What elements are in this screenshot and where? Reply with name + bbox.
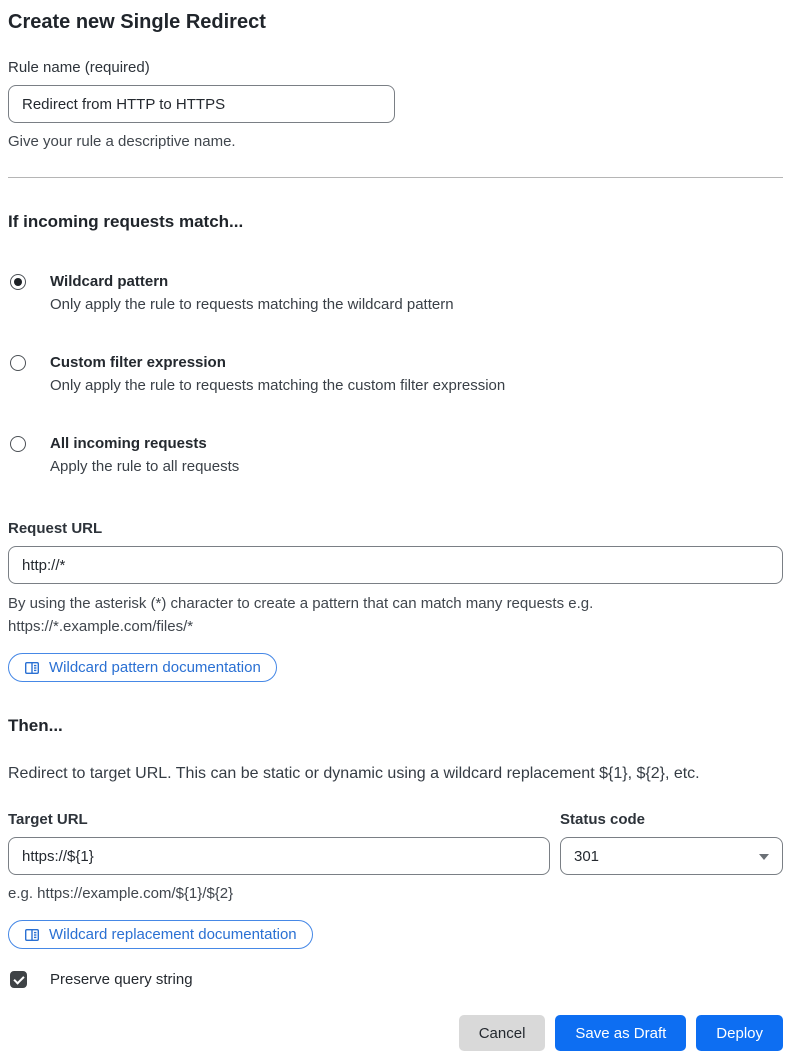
cancel-button[interactable]: Cancel — [459, 1015, 546, 1051]
wildcard-replacement-doc-button[interactable] — [8, 920, 313, 949]
section-divider — [8, 177, 783, 178]
all-requests-label[interactable]: All incoming requests — [50, 435, 207, 452]
request-url-input[interactable] — [8, 546, 783, 584]
rule-name-label: Rule name (required) — [8, 59, 150, 76]
wildcard-pattern-label[interactable]: Wildcard pattern — [50, 273, 169, 290]
target-url-label: Target URL — [8, 811, 88, 828]
request-url-helper — [8, 592, 783, 638]
wildcard-pattern-description: Only apply the rule to requests matching the wildcard pattern — [50, 296, 454, 313]
preserve-query-row[interactable] — [8, 971, 783, 988]
match-type-radio-group — [8, 271, 783, 479]
then-section-description: Redirect to target URL. This can be static or dynamic using a wildcard replacement ${1}, ${2}, etc. — [8, 765, 700, 782]
target-url-input[interactable] — [8, 837, 550, 875]
match-section-heading: If incoming requests match... — [8, 212, 244, 231]
target-row — [8, 810, 783, 875]
rule-name-input[interactable] — [8, 85, 395, 123]
target-url-helper: e.g. https://example.com/${1}/${2} — [8, 885, 234, 902]
radio-option-custom-filter[interactable] — [8, 352, 783, 398]
request-url-helper-line1: By using the asterisk (*) character to create a pattern that can match many requests e.g. — [8, 595, 594, 612]
status-code-select[interactable] — [560, 837, 783, 875]
request-url-helper-line2: https://*.example.com/files/* — [8, 618, 194, 635]
then-section-heading: Then... — [8, 716, 63, 735]
custom-filter-description: Only apply the rule to requests matching the custom filter expression — [50, 377, 506, 394]
wildcard-pattern-doc-label: Wildcard pattern documentation — [49, 659, 261, 676]
wildcard-pattern-doc-button[interactable] — [8, 653, 277, 682]
rule-name-helper: Give your rule a descriptive name. — [8, 133, 236, 150]
book-icon — [24, 660, 40, 676]
radio-option-all-requests[interactable] — [8, 433, 783, 479]
custom-filter-label[interactable]: Custom filter expression — [50, 354, 226, 371]
radio-option-wildcard-pattern[interactable] — [8, 271, 783, 317]
preserve-query-checkbox[interactable] — [10, 971, 27, 988]
preserve-query-label[interactable]: Preserve query string — [50, 971, 193, 988]
page-title: Create new Single Redirect — [8, 11, 266, 33]
footer-actions — [8, 1015, 783, 1051]
status-code-label: Status code — [560, 811, 646, 828]
save-as-draft-button[interactable]: Save as Draft — [555, 1015, 686, 1051]
status-code-select-wrap — [560, 837, 783, 875]
all-requests-radio[interactable] — [10, 436, 26, 452]
all-requests-description: Apply the rule to all requests — [50, 458, 240, 475]
book-icon — [24, 927, 40, 943]
deploy-button[interactable]: Deploy — [696, 1015, 783, 1051]
wildcard-pattern-radio[interactable] — [10, 274, 26, 290]
request-url-label: Request URL — [8, 520, 103, 537]
custom-filter-radio[interactable] — [10, 355, 26, 371]
wildcard-replacement-doc-label: Wildcard replacement documentation — [49, 926, 297, 943]
